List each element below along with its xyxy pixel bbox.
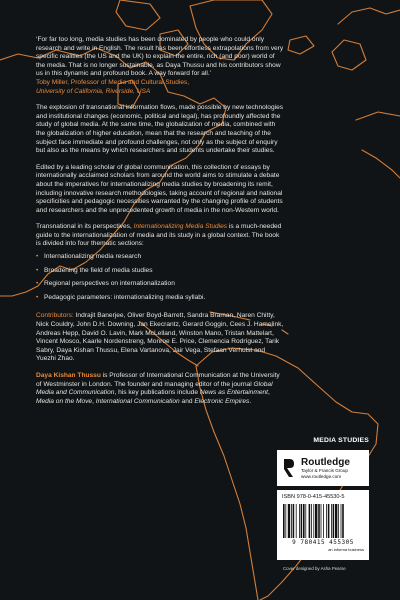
section-item — [36, 253, 284, 262]
subject-label: MEDIA STUDIES — [313, 437, 369, 444]
barcode-bar — [341, 504, 342, 538]
isbn-label: ISBN 978-0-415-45530-5 — [282, 494, 345, 500]
barcode-url: an informa business — [328, 547, 364, 552]
thematic-sections-list — [36, 253, 284, 302]
author-bio — [36, 372, 284, 406]
barcode-bar — [323, 504, 324, 538]
contributors-names: Indrajit Banerjee, Oliver Boyd-Barrett, Sandra Braman, Naren Chitty, Nick Couldry, John D.H. Downing, Jan Ekecrantz, Gerard Goggin, Cees J. Hamelink, Andreas Hepp, David O. Lavin, Mark McLelland, Winston Mano, Tristan Mattelart, Vincent Mosco, Kaarle Nordenstreng, Monroe E. Price, Clemencia Rodríguez, Tarik Sabry, Daya Kishan Thussu, Elena Vartanova, Jair Vega, Stefaan Verhulst and Yuezhi Zhao. — [36, 312, 284, 363]
barcode-bar — [318, 504, 320, 538]
intro-before: Transnational in its perspectives, — [36, 223, 134, 231]
barcode-bar — [309, 504, 311, 538]
book-title: Media on the Move — [36, 397, 93, 405]
barcode-bar — [301, 504, 303, 538]
section-item — [36, 280, 284, 289]
barcode-bar — [283, 504, 285, 538]
author-bio-text: is Professor of International Communication at the University of Westminster in London. The founder and managing editor of the journal — [36, 372, 280, 388]
separator: , — [268, 389, 270, 397]
contributors-label: Contributors: — [36, 312, 74, 320]
barcode-bar — [315, 504, 317, 538]
publisher-url: www.routledge.com — [301, 473, 342, 479]
author-bio-text: , his key publications include — [114, 389, 200, 397]
quote-text: ‘For far too long, media studies has been dominated by people who could only research and write in English. The result has been effortless extrapolations from very specific realities (the US and the UK) to explain the entire, rich (and poor) world of the media. That is no longer sustainable, as Daya Thussu and his contributors show us in this dynamic and profound book. A way forward for all.’ — [36, 36, 284, 78]
barcode-bar — [335, 504, 337, 538]
section-label: Pedagogic parameters: internationalizing media syllabi. — [44, 293, 206, 301]
bullet-icon: • — [36, 280, 39, 288]
barcode-bar — [328, 504, 330, 538]
book-title: Electronic Empires — [194, 397, 250, 405]
section-label: Internationalizing media research — [44, 253, 142, 261]
barcode-bar — [321, 504, 322, 538]
barcode-bar — [311, 504, 312, 538]
bullet-icon: • — [36, 293, 39, 301]
separator: , — [92, 397, 96, 405]
description-paragraph-2: Edited by a leading scholar of global communication, this collection of essays by internationally acclaimed scholars from around the world aims to stimulate a debate about the imperatives for internationalizing media studies by broadening its remit, including innovative research methodologies, taking account of regional and national specificities and pedagogic necessities warranted by the changing profile of students and researchers and the unprecedented growth of media in the non-Western world. — [36, 163, 283, 214]
barcode-bar — [313, 504, 314, 538]
endorsement-quote — [36, 36, 284, 96]
europe-outline — [332, 8, 400, 70]
barcode-bar — [291, 504, 292, 538]
intro-book-title: Internationalizing Media Studies — [133, 223, 228, 231]
contributors-paragraph — [36, 312, 284, 364]
intro-after: is a much-needed guide to the internationalization of media and its study in a global context. The book is divided into four thematic sections: — [36, 223, 282, 248]
publisher-logo-box — [277, 450, 369, 486]
publisher-subtitle: Taylor & Francis Group — [301, 467, 348, 473]
barcode-bar — [293, 504, 295, 538]
barcode-bar — [333, 504, 335, 538]
barcode-bar — [331, 504, 332, 538]
barcode-number: 9 780415 455305 — [292, 539, 354, 546]
publisher-name: Routledge — [301, 456, 350, 468]
iceland-outline — [288, 36, 314, 54]
barcode-icon — [282, 504, 364, 538]
book-title: News as Entertainment — [199, 389, 269, 397]
author-name: Daya Kishan Thussu — [36, 372, 101, 379]
separator: and — [179, 397, 195, 405]
section-item — [36, 267, 284, 276]
section-label: Broadening the field of media studies — [44, 266, 153, 274]
routledge-logo-icon — [282, 457, 296, 479]
section-item — [36, 294, 284, 303]
barcode-bar — [288, 504, 290, 538]
quote-attribution-affiliation: University of California, Riverside, USA — [36, 87, 151, 95]
quote-attribution-name: Toby Miller, Professor of Media and Cultural Studies, — [36, 78, 190, 86]
barcode-bar — [326, 504, 327, 538]
publisher-text — [301, 457, 350, 480]
book-title: International Communication — [95, 397, 180, 405]
cover-credit: Cover designed by Asha Pearse — [283, 566, 346, 571]
barcode-bar — [303, 504, 305, 538]
barcode-bar — [285, 504, 286, 538]
back-cover-text — [36, 36, 284, 406]
separator: . — [249, 397, 252, 405]
arctic-islands-outline — [116, 0, 160, 30]
barcode-bar — [296, 504, 297, 538]
journal-title: Global Media and Communication — [36, 380, 273, 397]
barcode-bar — [305, 504, 306, 538]
description-paragraph-1: The explosion of transnational information flows, made possible by new technologies and institutional changes (economic, political and legal), has profoundly affected the study of global media. At the same time, the globalization of media, combined with the globalization of higher education, mean that the research and teaching of the subject face immediate and profound challenges, not only as the subject of enquiry but also as the means by which researchers and students undertake their studies. — [36, 104, 284, 155]
intro-paragraph — [36, 223, 284, 249]
isbn-barcode-box — [277, 490, 369, 560]
barcode-bar — [338, 504, 339, 538]
barcode-bar — [299, 504, 300, 538]
section-label: Regional perspectives on internationalization — [44, 280, 175, 288]
barcode-bar — [342, 504, 344, 538]
africa-outline — [356, 112, 400, 178]
bullet-icon: • — [36, 266, 39, 274]
bullet-icon: • — [36, 253, 39, 261]
